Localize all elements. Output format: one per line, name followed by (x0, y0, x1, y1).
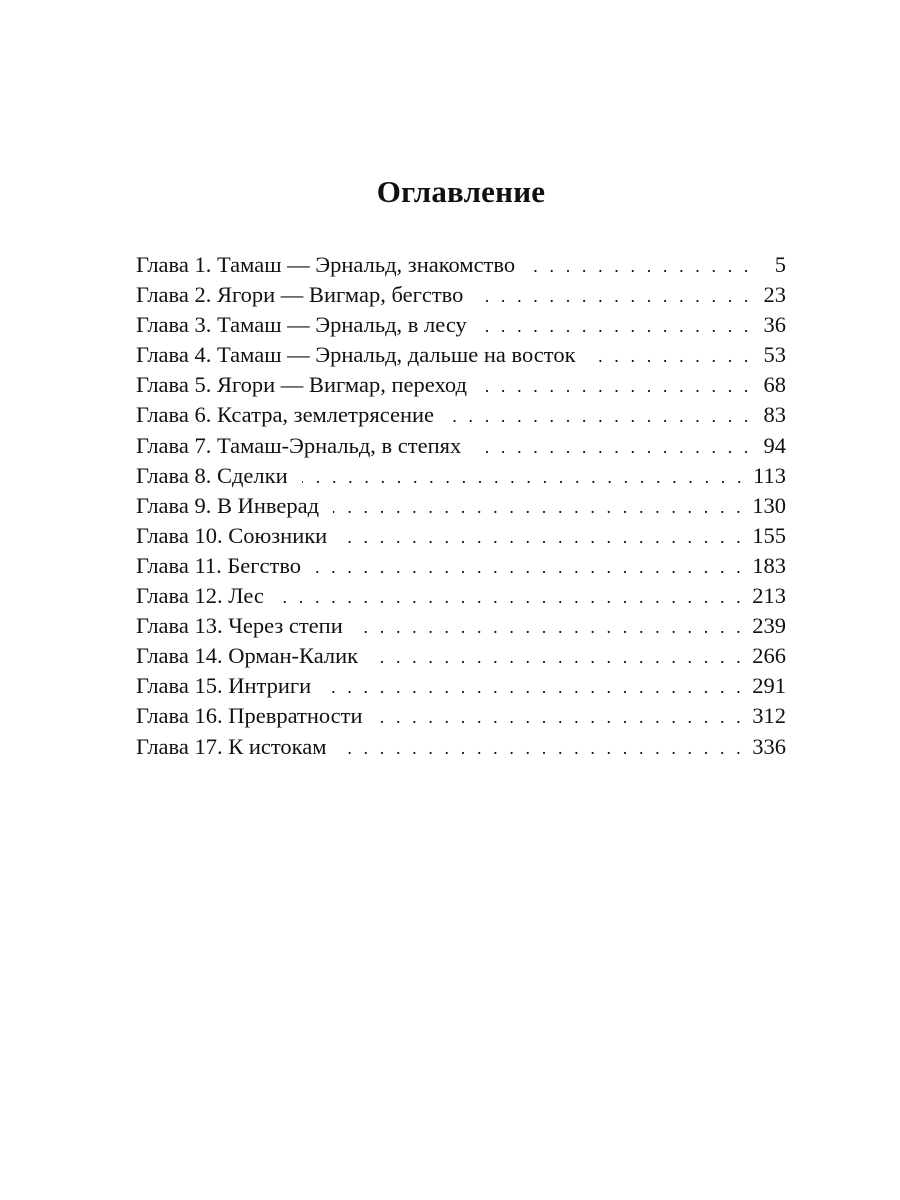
toc-entry-page: 94 (763, 432, 786, 458)
toc-entry (136, 521, 786, 551)
dot-leader (302, 462, 745, 492)
toc-entry-label: Глава 11. Бегство (136, 552, 302, 578)
dot-leader (333, 492, 744, 522)
toc-entry (136, 461, 786, 491)
toc-entry (136, 431, 786, 461)
toc-entry (136, 280, 786, 310)
toc-entry-label: Глава 14. Орман-Калик (136, 643, 359, 669)
dot-leader (529, 251, 752, 281)
toc-entry-label: Глава 6. Ксатра, землетрясение (136, 402, 435, 428)
toc-entry-label: Глава 15. Интриги (136, 673, 312, 699)
toc-entry-page: 5 (774, 252, 786, 277)
dot-leader (357, 612, 745, 642)
toc-entry-page: 53 (763, 342, 786, 368)
toc-entry (136, 250, 786, 280)
dot-leader (341, 522, 744, 552)
toc-entry-label: Глава 16. Превратности (136, 703, 363, 729)
toc-entry-page: 312 (752, 703, 786, 729)
dot-leader (477, 281, 752, 311)
dot-leader (448, 401, 752, 431)
toc-entry-page: 113 (753, 462, 786, 488)
dot-leader (481, 371, 752, 401)
toc-entry (136, 611, 786, 641)
toc-entry-label: Глава 1. Тамаш — Эрнальд, знакомство (136, 252, 516, 277)
dot-leader (377, 702, 745, 732)
toc-entry-label: Глава 13. Через степи (136, 613, 343, 639)
toc-entry-label: Глава 3. Тамаш — Эрнальд, в лесу (136, 312, 467, 338)
toc-entry (136, 551, 786, 581)
dot-leader (325, 672, 744, 702)
dot-leader (481, 311, 752, 341)
toc-entry-page: 239 (752, 613, 786, 639)
toc-entry-page: 336 (752, 733, 786, 759)
toc-entry-label: Глава 5. Ягори — Вигмар, переход (136, 372, 467, 398)
toc-entry-page: 291 (752, 673, 786, 699)
toc-entry (136, 671, 786, 701)
toc-entry-label: Глава 2. Ягори — Вигмар, бегство (136, 282, 464, 308)
toc-entry-page: 183 (752, 552, 786, 578)
toc-entry (136, 400, 786, 430)
dot-leader (340, 733, 744, 763)
toc-entry-label: Глава 10. Союзники (136, 522, 328, 548)
toc-entry (136, 370, 786, 400)
dot-leader (372, 642, 744, 672)
toc-entry (136, 310, 786, 340)
dot-leader (475, 432, 752, 462)
toc-entry-label: Глава 7. Тамаш-Эрнальд, в степях (136, 432, 462, 458)
toc-entry-page: 36 (763, 312, 786, 338)
toc-list (136, 250, 786, 762)
toc-entry-label: Глава 17. К истокам (136, 733, 327, 759)
toc-entry-page: 155 (752, 522, 786, 548)
toc-entry (136, 340, 786, 370)
toc-entry-page: 23 (763, 282, 786, 308)
toc-title: Оглавление (376, 174, 546, 209)
toc-entry-page: 130 (752, 492, 786, 518)
toc-entry-page: 213 (752, 583, 786, 609)
toc-entry-label: Глава 4. Тамаш — Эрнальд, дальше на восток (136, 342, 576, 368)
toc-entry-page: 68 (763, 372, 786, 398)
toc-entry-label: Глава 9. В Инверад (136, 492, 320, 518)
toc-entry (136, 491, 786, 521)
toc-entry (136, 641, 786, 671)
toc-entry-page: 83 (763, 402, 786, 428)
toc-entry-page: 266 (752, 643, 786, 669)
dot-leader (315, 552, 744, 582)
toc-entry-label: Глава 12. Лес (136, 583, 264, 609)
dot-leader (278, 582, 744, 612)
toc-entry (136, 732, 786, 762)
toc-entry-label: Глава 8. Сделки (136, 462, 288, 488)
toc-entry (136, 581, 786, 611)
dot-leader (590, 341, 753, 371)
toc-entry (136, 701, 786, 731)
